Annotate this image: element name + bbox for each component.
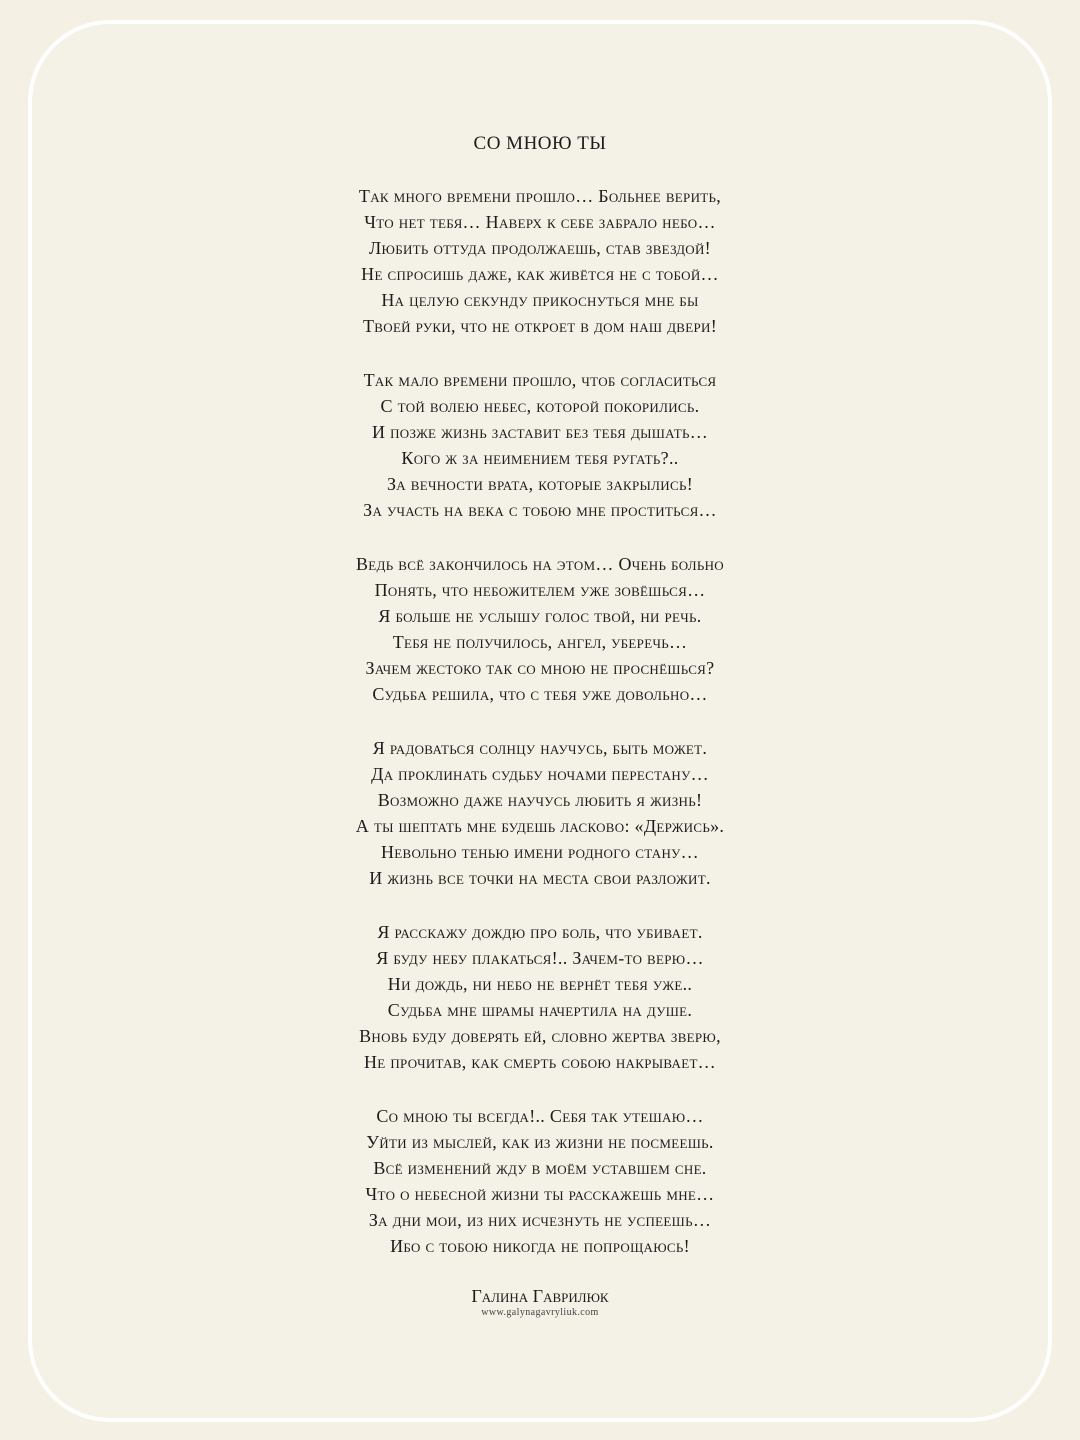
stanza-3 [0, 551, 1080, 707]
poem-line: Кого ж за неимением тебя ругать?.. [401, 448, 679, 468]
poem-body [0, 183, 1080, 1287]
stanza-4 [0, 735, 1080, 891]
stanza-6 [0, 1103, 1080, 1259]
poem-line: Возможно даже научусь любить я жизнь! [377, 790, 703, 810]
poem-line: Вновь буду доверять ей, словно жертва зверю, [359, 1026, 721, 1046]
poem-line: Я буду небу плакаться!.. Зачем-то верю… [376, 948, 704, 968]
poem-line: И позже жизнь заставит без тебя дышать… [371, 422, 709, 442]
poem-line: Я расскажу дождю про боль, что убивает. [377, 922, 703, 942]
poem-line: А ты шептать мне будешь ласково: «Держись». [355, 816, 725, 836]
poem-title: СО МНОЮ ТЫ [473, 133, 607, 154]
poem-line: За вечности врата, которые закрылись! [386, 474, 694, 494]
author-name: Галина Гаврилюк [471, 1286, 609, 1306]
poem-line: Ведь всё закончилось на этом… Очень больно [355, 554, 724, 574]
poem-line: Судьба мне шрамы начертила на душе. [387, 1000, 693, 1020]
poem-line: Понять, что небожителем уже зовёшься… [374, 580, 706, 600]
poem-line: И жизнь все точки на места свои разложит. [369, 868, 711, 888]
poem-line: С той волею небес, которой покорились. [380, 396, 700, 416]
poem-line: Ибо с тобою никогда не попрощаюсь! [390, 1236, 690, 1256]
stanza-5 [0, 919, 1080, 1075]
poem-line: Уйти из мыслей, как из жизни не посмеешь. [366, 1132, 714, 1152]
poem-line: Всё изменений жду в моём уставшем сне. [373, 1158, 707, 1178]
poem-line: Невольно тенью имени родного стану… [381, 842, 699, 862]
stanza-1 [0, 183, 1080, 339]
poem-line: Тебя не получилось, ангел, уберечь… [392, 632, 688, 652]
poem-line: Что нет тебя… Наверх к себе забрало небо… [364, 212, 716, 232]
poem-line: Да проклинать судьбу ночами перестану… [371, 764, 709, 784]
poem-line: Что о небесной жизни ты расскажешь мне… [365, 1184, 715, 1204]
poem-line: Я радоваться солнцу научусь, быть может. [372, 738, 708, 758]
poem-line: Любить оттуда продолжаешь, став звездой! [369, 238, 711, 258]
poem-line: Так много времени прошло… Больнее верить, [358, 186, 722, 206]
stanza-2 [0, 367, 1080, 523]
poem-line: Не спросишь даже, как живётся не с тобой… [361, 264, 719, 284]
poem-line: За участь на века с тобою мне проститься… [363, 500, 717, 520]
poem-line: Со мною ты всегда!.. Себя так утешаю… [376, 1106, 704, 1126]
poem-line: За дни мои, из них исчезнуть не успеешь… [368, 1210, 712, 1230]
poem-line: Судьба решила, что с тебя уже довольно… [372, 684, 708, 704]
poem-line: Твоей руки, что не откроет в дом наш двери! [362, 316, 717, 336]
poem-line: Не прочитав, как смерть собою накрывает… [364, 1052, 716, 1072]
poem-line: Я больше не услышу голос твой, ни речь. [378, 606, 702, 626]
poem-line: Зачем жестоко так со мною не проснёшься? [365, 658, 715, 678]
poem-line: На целую секунду прикоснуться мне бы [381, 290, 699, 310]
poem-line: Так мало времени прошло, чтоб согласиться [363, 370, 717, 390]
poem-line: Ни дождь, ни небо не вернёт тебя уже.. [387, 974, 693, 994]
author-website: www.galynagavryliuk.com [481, 1307, 599, 1318]
